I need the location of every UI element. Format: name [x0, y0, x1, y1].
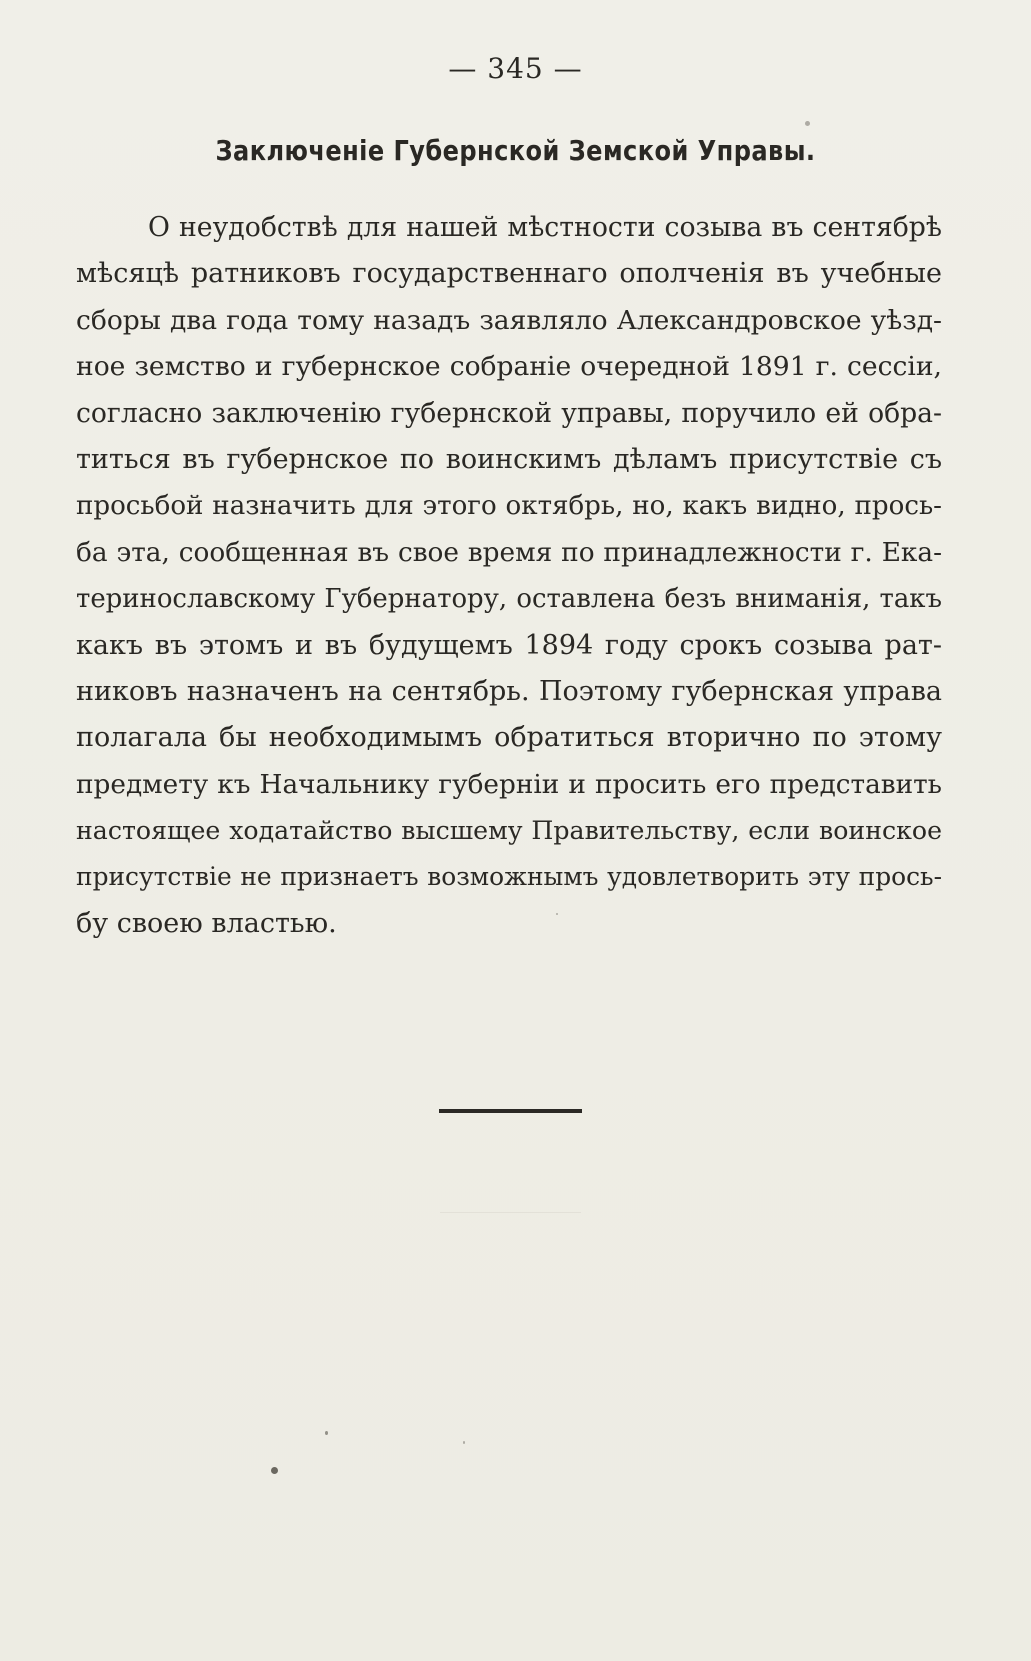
- faint-bleed-through-line: [440, 1212, 581, 1213]
- paragraph-line: теринославскому Губернатору, оставлена безъ вниманія, такъ: [76, 584, 942, 615]
- paragraph-line: О неудобствѣ для нашей мѣстности созыва въ сентябрѣ: [148, 212, 942, 243]
- paragraph-line: титься въ губернское по воинскимъ дѣламъ присутствіе съ: [76, 443, 942, 475]
- ink-speck: [805, 121, 810, 126]
- paragraph-line: сборы два года тому назадъ заявляло Александровское уѣзд-: [76, 304, 942, 336]
- paragraph-line: мѣсяцѣ ратниковъ государственнаго ополченія въ учебные: [76, 258, 942, 290]
- page-number: — 345 —: [448, 52, 583, 85]
- paragraph-line: бу своею властью.: [76, 907, 337, 939]
- paragraph-line: присутствіе не признаетъ возможнымъ удовлетворить эту прось-: [76, 862, 942, 892]
- paragraph-line: какъ въ этомъ и въ будущемъ 1894 году срокъ созыва рат-: [76, 629, 942, 661]
- paragraph-line: никовъ назначенъ на сентябрь. Поэтому губернская управа: [76, 675, 942, 707]
- body-paragraph: [76, 205, 942, 947]
- section-separator-rule: [439, 1109, 582, 1113]
- paragraph-line: просьбой назначить для этого октябрь, но, какъ видно, прось-: [76, 491, 942, 522]
- paragraph-line: настоящее ходатайство высшему Правительству, если воинское: [76, 816, 942, 846]
- section-heading: Заключеніе Губернской Земской Управы.: [215, 134, 816, 167]
- paragraph-line: ное земство и губернское собраніе очередной 1891 г. сессіи,: [76, 351, 942, 383]
- ink-speck: [325, 1431, 328, 1435]
- ink-speck: [271, 1467, 278, 1474]
- paragraph-line: полагала бы необходимымъ обратиться вторично по этому: [76, 722, 942, 754]
- ink-speck: [463, 1441, 465, 1444]
- paragraph-line: ба эта, сообщенная въ свое время по принадлежности г. Ека-: [76, 537, 942, 568]
- ink-speck: [556, 913, 558, 915]
- paragraph-line: предмету къ Начальнику губерніи и просить его представить: [76, 769, 942, 800]
- paragraph-line: согласно заключенію губернской управы, поручило ей обра-: [76, 397, 942, 429]
